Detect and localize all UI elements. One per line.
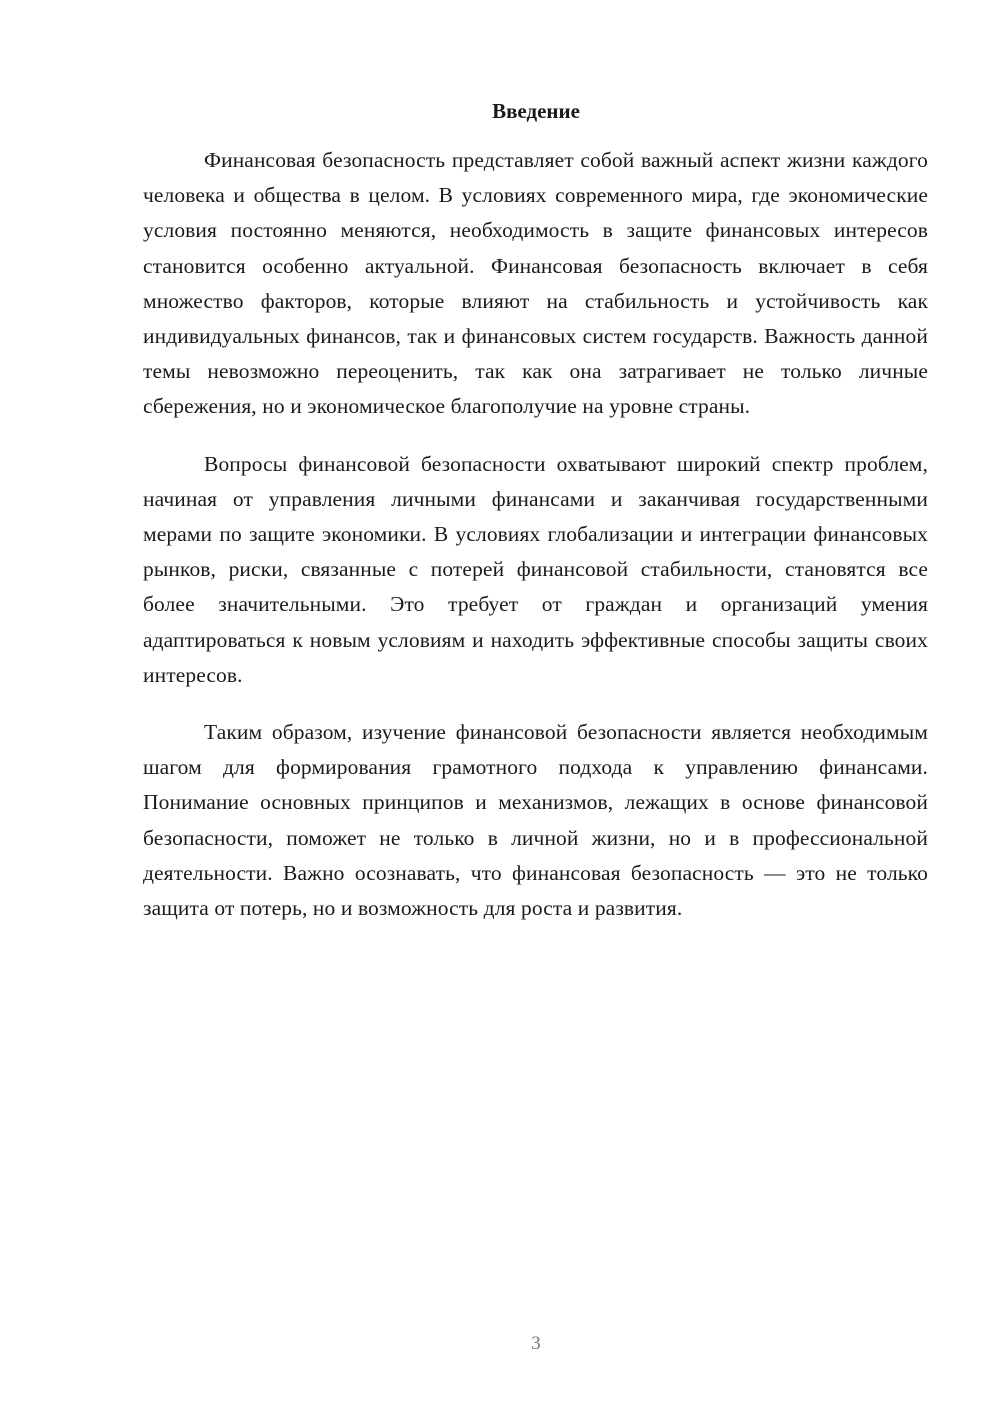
page-number: 3	[531, 1333, 541, 1354]
paragraph-3: Таким образом, изучение финансовой безопасности является необходимым шагом для формирования грамотного подхода к управлению финансами. Понимание основных принципов и механизмов, лежащих в основе финансовой безопасности, поможет не только в личной жизни, но и в профессиональной деятельности. Важно осознавать, что финансовая безопасность — это не только защита от потерь, но и возможность для роста и развития.	[143, 720, 928, 921]
paragraph-2: Вопросы финансовой безопасности охватывают широкий спектр проблем, начиная от управления личными финансами и заканчивая государственными мерами по защите экономики. В условиях глобализации и интеграции финансовых рынков, риски, связанные с потерей финансовой стабильности, становятся все более значительными. Это требует от граждан и организаций умения адаптироваться к новым условиям и находить эффективные способы защиты своих интересов.	[143, 451, 928, 687]
paragraph-1: Финансовая безопасность представляет собой важный аспект жизни каждого человека и общества в целом. В условиях современного мира, где экономические условия постоянно меняются, необходимость в защите финансовых интересов становится особенно актуальной. Финансовая безопасность включает в себя множество факторов, которые влияют на стабильность и устойчивость как индивидуальных финансов, так и финансовых систем государств. Важность данной темы невозможно переоценить, так как она затрагивает не только личные сбережения, но и экономическое благополучие на уровне страны.	[143, 148, 928, 419]
document-body	[143, 143, 928, 948]
page-title: Введение	[492, 99, 580, 123]
